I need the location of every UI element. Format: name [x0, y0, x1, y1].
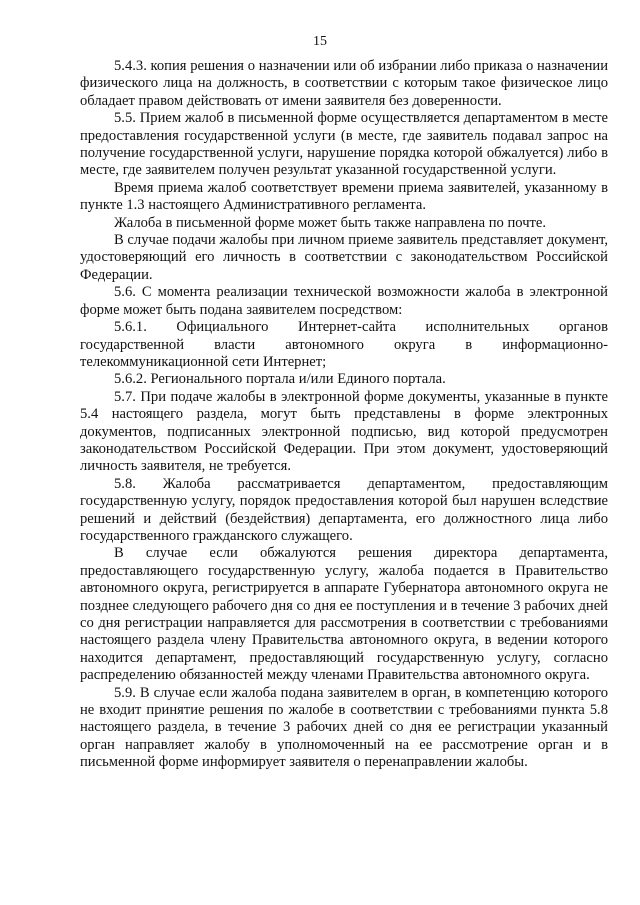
document-body	[80, 58, 608, 772]
paragraph-5-4-3: 5.4.3. копия решения о назначении или об избрании либо приказа о назначении физического лица на должность, в соответствии с которым такое физическое лицо обладает правом действовать от имени заявителя без доверенности.	[80, 58, 608, 109]
paragraph-mail: Жалоба в письменной форме может быть также направлена по почте.	[114, 214, 547, 231]
paragraph-5-8: 5.8. Жалоба рассматривается департаментом, предоставляющим государственную услугу, порядок предоставления которой был нарушен вследствие решений и действий (бездействия) департамента, его должностного лица либо государственного гражданского служащего.	[80, 475, 608, 544]
paragraph-5-6-1: 5.6.1. Официального Интернет-сайта исполнительных органов государственной власти автономного округа в информационно-телекоммуникационной сети Интернет;	[80, 319, 608, 370]
paragraph-5-6-2: 5.6.2. Регионального портала и/или Единого портала.	[114, 371, 446, 388]
paragraph-personal-reception: В случае подачи жалобы при личном приеме заявитель представляет документ, удостоверяющий его личность в соответствии с законодательством Российской Федерации.	[80, 232, 608, 283]
paragraph-5-7: 5.7. При подаче жалобы в электронной форме документы, указанные в пункте 5.4 настоящего раздела, могут быть представлены в форме электронных документов, подписанных электронной подписью, вид которой предусмотрен законодательством Российской Федерации. При этом документ, удостоверяющий личность заявителя, не требуется.	[80, 388, 608, 475]
paragraph-5-9: 5.9. В случае если жалоба подана заявителем в орган, в компетенцию которого не входит принятие решения по жалобе в соответствии с требованиями пункта 5.8 настоящего раздела, в течение 3 рабочих дней со дня ее регистрации указанный орган направляет жалобу в уполномоченный на ее рассмотрение орган и в письменной форме информирует заявителя о перенаправлении жалобы.	[80, 684, 608, 771]
paragraph-5-6: 5.6. С момента реализации технической возможности жалоба в электронной форме может быть подана заявителем посредством:	[80, 284, 608, 318]
paragraph-5-5: 5.5. Прием жалоб в письменной форме осуществляется департаментом в месте предоставления государственной услуги (в месте, где заявитель подавал запрос на получение государственной услуги, нарушение порядка которой обжалуется) либо в месте, где заявителем получен результат указанной государственной услуги.	[80, 110, 608, 179]
paragraph-reception-time: Время приема жалоб соответствует времени приема заявителей, указанному в пункте 1.3 настоящего Административного регламента.	[80, 179, 608, 214]
page-number: 15	[313, 34, 327, 49]
paragraph-director-complaint: В случае если обжалуются решения директора департамента, предоставляющего государственную услугу, жалоба подается в Правительство автономного округа, регистрируется в аппарате Губернатора автономного округа не позднее следующего рабочего дня со дня ее поступления и в течение 3 рабочих дней со дня регистрации направляется для рассмотрения в соответствии с требованиями настоящего раздела члену Правительства автономного округа, в ведении которого находится департамент, предоставляющий государственную услугу, согласно распределению обязанностей между членами Правительства автономного округа.	[80, 545, 608, 684]
